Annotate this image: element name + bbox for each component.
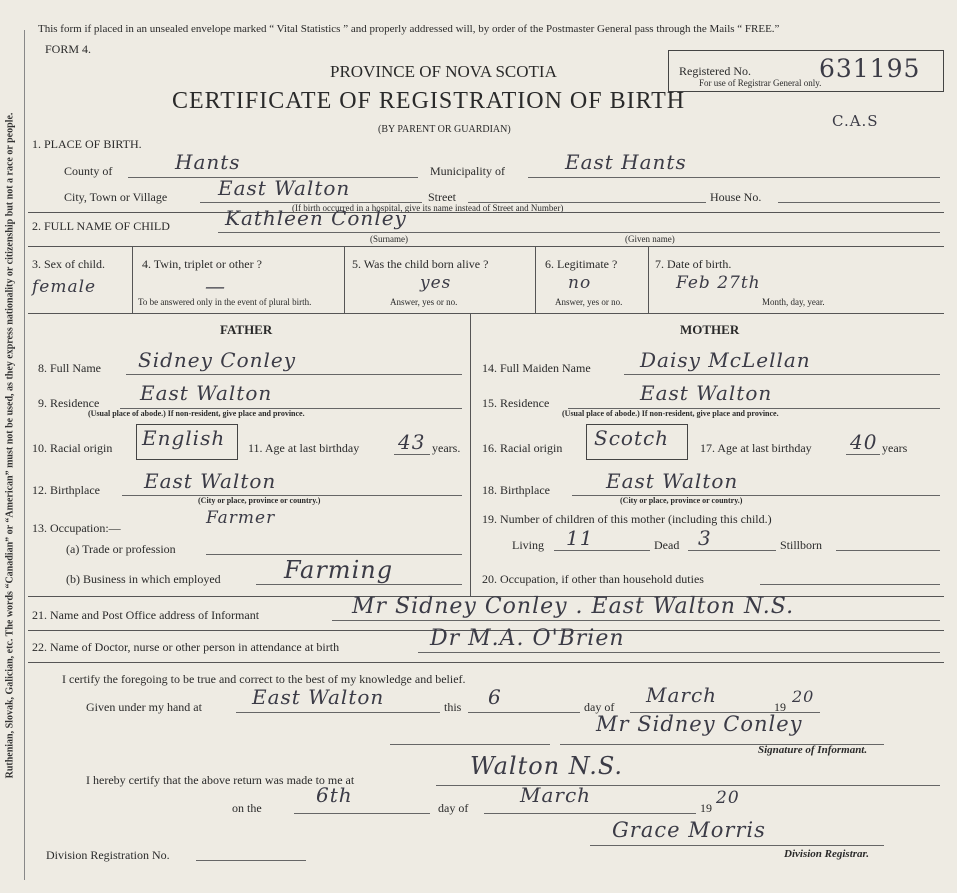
col-divider-3 — [535, 247, 536, 313]
father-age-line — [394, 454, 430, 455]
given-at-label: Given under my hand at — [86, 700, 202, 714]
hospital-note: (If birth occurred in a hospital, give its name instead of Street and Number) — [292, 203, 564, 213]
business-label: (b) Business in which employed — [66, 572, 221, 586]
registrar-general-note: For use of Registrar General only. — [699, 78, 822, 88]
certify-statement: I certify the foregoing to be true and correct to the best of my knowledge and belief. — [62, 672, 466, 686]
registrar-month-value: March — [520, 783, 592, 807]
twin-label: 4. Twin, triplet or other ? — [142, 257, 262, 271]
registrar-month-line — [484, 813, 696, 814]
father-birthplace-label: 12. Birthplace — [32, 483, 100, 497]
form-number: FORM 4. — [45, 42, 92, 56]
certificate-title: CERTIFICATE OF REGISTRATION OF BIRTH — [172, 88, 686, 114]
municipality-value: East Hants — [565, 150, 687, 174]
certify-year-prefix: 19 — [774, 700, 786, 714]
place-of-birth-heading: 1. PLACE OF BIRTH. — [32, 137, 142, 151]
mother-age-label: 17. Age at last birthday — [700, 441, 812, 455]
children-count-label: 19. Number of children of this mother (including this child.) — [482, 512, 772, 526]
legitimate-value: no — [568, 273, 592, 293]
father-abode-note: (Usual place of abode.) If non-resident, give place and province. — [88, 409, 305, 418]
dead-value: 3 — [698, 526, 712, 550]
alive-label: 5. Was the child born alive ? — [352, 257, 489, 271]
registrar-day-line — [294, 813, 430, 814]
top-note: This form if placed in an unsealed envelope marked “ Vital Statistics ” and properly addressed will, by order of the Postmaster General pass through the Mails “ FREE.” — [38, 23, 780, 35]
county-value: Hants — [175, 150, 241, 174]
father-birthplace-note: (City or place, province or country.) — [198, 496, 321, 505]
mother-birthplace-value: East Walton — [606, 469, 739, 493]
county-label: County of — [64, 164, 113, 178]
house-number-line — [778, 202, 940, 203]
legitimate-label: 6. Legitimate ? — [545, 257, 618, 271]
registrar-day-of-label: day of — [438, 801, 469, 815]
informant-label: 21. Name and Post Office address of Informant — [32, 608, 260, 622]
mother-name-label: 14. Full Maiden Name — [482, 361, 591, 375]
father-residence-label: 9. Residence — [38, 396, 100, 410]
doctor-line — [418, 652, 940, 653]
rule-1 — [28, 212, 944, 213]
father-birthplace-value: East Walton — [144, 469, 277, 493]
mother-heading: MOTHER — [680, 322, 740, 337]
given-name-caption: (Given name) — [625, 234, 675, 244]
living-value: 11 — [566, 526, 594, 550]
mother-race-value: Scotch — [594, 426, 670, 450]
doctor-value: Dr M.A. O'Brien — [430, 626, 625, 651]
surname-caption: (Surname) — [370, 234, 408, 244]
house-number-label: House No. — [710, 190, 762, 204]
municipality-label: Municipality of — [430, 164, 505, 178]
father-race-label: 10. Racial origin — [32, 441, 113, 455]
birth-date-value: Feb 27th — [676, 273, 761, 293]
father-occupation-value: Farmer — [206, 508, 276, 528]
registered-number: 631195 — [819, 54, 921, 83]
doctor-label: 22. Name of Doctor, nurse or other person in attendance at birth — [32, 640, 340, 654]
mother-name-value: Daisy McLellan — [640, 348, 811, 372]
child-name-line — [218, 232, 940, 233]
legitimate-note: Answer, yes or no. — [555, 297, 623, 307]
living-line — [554, 550, 650, 551]
alive-note: Answer, yes or no. — [390, 297, 458, 307]
side-divider — [24, 30, 25, 880]
day-line — [468, 712, 580, 713]
corner-stamp: C.A.S — [832, 112, 879, 130]
twin-value: — — [205, 274, 226, 298]
registrar-day-value: 6th — [316, 783, 353, 807]
rule-2 — [28, 246, 944, 247]
col-divider-2 — [344, 247, 345, 313]
registered-label: Registered No. — [679, 64, 751, 78]
city-value: East Walton — [218, 176, 351, 200]
sex-value: female — [32, 277, 97, 297]
business-line — [256, 584, 462, 585]
given-at-value: East Walton — [252, 685, 385, 709]
mother-abode-note: (Usual place of abode.) If non-resident, give place and province. — [562, 409, 779, 418]
mother-name-line — [624, 374, 940, 375]
certify-month-value: March — [646, 683, 718, 707]
city-label: City, Town or Village — [64, 190, 168, 204]
trade-label: (a) Trade or profession — [66, 542, 176, 556]
rule-6 — [28, 662, 944, 663]
registered-number-box — [668, 50, 944, 92]
stillborn-line — [836, 550, 940, 551]
col-divider-4 — [648, 247, 649, 313]
dead-line — [688, 550, 776, 551]
stillborn-label: Stillborn — [780, 538, 823, 552]
day-of-label: day of — [584, 700, 615, 714]
certify-year-value: 20 — [792, 687, 815, 706]
registrar-signature: Grace Morris — [612, 818, 766, 842]
living-label: Living — [512, 538, 544, 552]
signature-line-left — [390, 744, 550, 745]
side-note: Ruthenian, Slovak, Galician, etc. The words “Canadian” or “American” must not be used, as they express nationality or citizenship but not a race or people. — [4, 112, 16, 779]
return-place-value: Walton N.S. — [470, 752, 624, 780]
division-registration-label: Division Registration No. — [46, 848, 170, 862]
dead-label: Dead — [654, 538, 680, 552]
father-heading: FATHER — [220, 322, 273, 337]
birth-date-note: Month, day, year. — [762, 297, 825, 307]
trade-line — [206, 554, 462, 555]
given-at-line — [236, 712, 440, 713]
parents-divider — [470, 313, 471, 596]
mother-race-label: 16. Racial origin — [482, 441, 563, 455]
mother-birthplace-label: 18. Birthplace — [482, 483, 550, 497]
mother-birthplace-note: (City or place, province or country.) — [620, 496, 743, 505]
mother-occupation-line — [760, 584, 940, 585]
registrar-year-value: 20 — [716, 788, 740, 808]
father-residence-value: East Walton — [140, 381, 273, 405]
col-divider-1 — [132, 247, 133, 313]
informant-line — [332, 620, 940, 621]
sex-label: 3. Sex of child. — [32, 257, 105, 271]
father-race-value: English — [142, 426, 226, 450]
child-name-value: Kathleen Conley — [225, 206, 407, 230]
signature-caption: Signature of Informant. — [758, 744, 868, 756]
father-age-value: 43 — [398, 430, 426, 454]
alive-value: yes — [420, 273, 452, 293]
mother-residence-label: 15. Residence — [482, 396, 550, 410]
province-heading: PROVINCE OF NOVA SCOTIA — [330, 62, 557, 81]
father-name-value: Sidney Conley — [138, 348, 297, 372]
informant-signature: Mr Sidney Conley — [596, 712, 803, 736]
birth-date-label: 7. Date of birth. — [655, 257, 732, 271]
street-label: Street — [428, 190, 456, 204]
registrar-year-prefix: 19 — [700, 801, 712, 815]
child-name-label: 2. FULL NAME OF CHILD — [32, 219, 170, 233]
father-occupation-label: 13. Occupation:— — [32, 521, 121, 535]
informant-value: Mr Sidney Conley . East Walton N.S. — [352, 594, 795, 619]
father-name-label: 8. Full Name — [38, 361, 101, 375]
twin-note: To be answered only in the event of plural birth. — [138, 297, 312, 307]
rule-3 — [28, 313, 944, 314]
municipality-line — [528, 177, 940, 178]
mother-age-value: 40 — [850, 430, 878, 454]
business-value: Farming — [284, 556, 394, 584]
registrar-signature-line — [590, 845, 884, 846]
certificate-subtitle: (BY PARENT OR GUARDIAN) — [378, 124, 511, 135]
this-label: this — [444, 700, 462, 714]
mother-occupation-label: 20. Occupation, if other than household duties — [482, 572, 704, 586]
return-place-line — [436, 785, 940, 786]
mother-years-label: years — [882, 441, 908, 455]
division-registrar-caption: Division Registrar. — [784, 848, 869, 860]
certify-day-value: 6 — [488, 685, 502, 709]
father-years-label: years. — [432, 441, 461, 455]
return-label: I hereby certify that the above return was made to me at — [86, 773, 355, 787]
father-name-line — [126, 374, 462, 375]
on-the-label: on the — [232, 801, 262, 815]
father-age-label: 11. Age at last birthday — [248, 441, 360, 455]
mother-age-line — [846, 454, 880, 455]
mother-residence-value: East Walton — [640, 381, 773, 405]
division-registration-line — [196, 860, 306, 861]
